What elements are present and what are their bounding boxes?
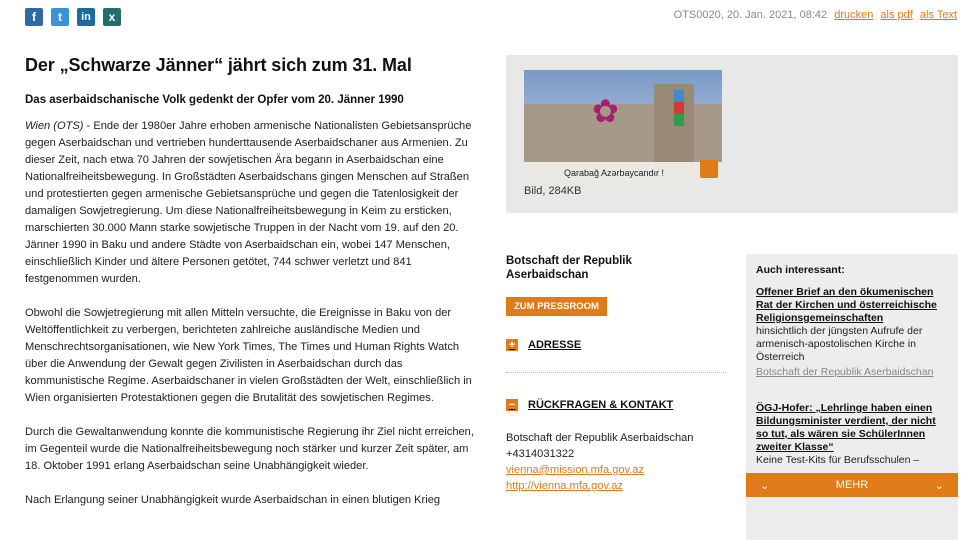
paragraph-2: Obwohl die Sowjetregierung mit allen Mitteln versuchte, die Ereignisse in Baku von der Weltöffentlichkeit zu verbergen, berichteten zahlreiche ausländische Medien und Menschrechtsorganisationen, wie New York Times, The Times und Human Rights Watch über die Anwendung der Gewalt gegen Zivilisten in Aserbaidschan durch das kommunistische Regime. Aserbaidschaner in vielen Großstädten der Welt, einschließlich in Wien organisierten Protestaktionen gegen die Brutalität des sowjetischen Regimes. bbox=[25, 307, 472, 404]
linkedin-icon[interactable]: in bbox=[77, 8, 95, 26]
contact-name: Botschaft der Republik Aserbaidschan bbox=[506, 432, 694, 444]
dateline: Wien (OTS) bbox=[25, 120, 84, 132]
print-link[interactable]: drucken bbox=[834, 9, 874, 21]
contact-phone: +4314031322 bbox=[506, 448, 575, 460]
article-body bbox=[25, 118, 481, 526]
paragraph-4: Nach Erlangung seiner Unabhängigkeit wurde Aserbaidschan in einen blutigen Krieg bbox=[25, 494, 441, 506]
social-share bbox=[25, 8, 121, 26]
image-label: Bild, 284KB bbox=[524, 185, 582, 197]
article-title: Der „Schwarze Jänner“ jährt sich zum 31. Mal bbox=[25, 55, 412, 75]
related-article-desc: hinsichtlich der jüngsten Aufrufe der armenisch-apostolischen Kirche in Österreich bbox=[756, 325, 923, 363]
text-link[interactable]: als Text bbox=[919, 9, 957, 21]
related-articles bbox=[746, 254, 958, 540]
minus-icon: − bbox=[506, 399, 518, 411]
more-button[interactable]: ⌄ MEHR ⌄ bbox=[746, 473, 958, 497]
release-meta bbox=[674, 9, 957, 21]
related-article-title[interactable]: ÖGJ-Hofer: „Lehrlinge haben einen Bildungsminister verdient, der nicht so tut, als wären sie SchülerInnen zweiter Klasse“ bbox=[756, 402, 936, 453]
address-toggle[interactable]: + ADRESSE bbox=[506, 339, 581, 351]
press-photo[interactable] bbox=[524, 70, 722, 182]
plus-icon: + bbox=[506, 339, 518, 351]
paragraph-3: Durch die Gewaltanwendung konnte die kommunistische Regierung ihr Ziel nicht erreichen, im Gegenteil wurde die Nationalfreiheitsbewegung noch stärker und kurzer Zeit später, am 18. Oktober 1991 erlang Aserbaidschan seine Unabhängigkeit wieder. bbox=[25, 426, 474, 472]
related-article-title[interactable]: Offener Brief an den ökumenischen Rat der Kirchen und österreichische Religionsgemeinschaften bbox=[756, 286, 937, 324]
chevron-down-icon: ⌄ bbox=[934, 479, 944, 492]
sender-name: Botschaft der Republik Aserbaidschan bbox=[506, 255, 632, 281]
photo-caption: Qarabağ Azərbaycandır ! bbox=[564, 168, 665, 178]
related-article-1 bbox=[756, 286, 948, 379]
top-bar bbox=[0, 0, 975, 34]
ots-timestamp: OTS0020, 20. Jan. 2021, 08:42 bbox=[673, 9, 828, 21]
article-subtitle: Das aserbaidschanische Volk gedenkt der Opfer vom 20. Jänner 1990 bbox=[25, 94, 404, 106]
facebook-icon[interactable]: f bbox=[25, 8, 43, 26]
pdf-link[interactable]: als pdf bbox=[880, 9, 913, 21]
chevron-down-icon: ⌄ bbox=[760, 479, 770, 492]
contact-toggle[interactable]: − RÜCKFRAGEN & KONTAKT bbox=[506, 399, 673, 411]
related-article-desc: Keine Test-Kits für Berufsschulen – bbox=[756, 454, 920, 466]
xing-icon[interactable]: x bbox=[103, 8, 121, 26]
flag-icon bbox=[674, 90, 684, 126]
pressroom-button[interactable]: ZUM PRESSROOM bbox=[506, 297, 607, 316]
related-article-2 bbox=[756, 402, 948, 467]
contact-web-link[interactable]: http://vienna.mfa.gov.az bbox=[506, 480, 623, 492]
related-heading: Auch interessant: bbox=[756, 264, 845, 276]
twitter-icon[interactable]: t bbox=[51, 8, 69, 26]
divider bbox=[506, 372, 726, 373]
ots-logo-icon bbox=[700, 160, 718, 178]
contact-info bbox=[506, 430, 693, 494]
contact-email-link[interactable]: vienna@mission.mfa.gov.az bbox=[506, 464, 645, 476]
image-box bbox=[506, 55, 958, 213]
flower-icon: ✿ bbox=[592, 93, 619, 129]
related-article-source[interactable]: Botschaft der Republik Aserbaidschan bbox=[756, 366, 934, 378]
paragraph-1: Wien (OTS) - Ende der 1980er Jahre erhoben armenische Nationalisten Gebietsansprüche gegen Aserbaidschan und vertrieben hunderttausende Aserbaidschaner aus Armenien. Zu dieser Zeit, nach etwa 70 Jahren der sowjetischen Ära begann in Aserbaidschan eine Nationalfreiheitsbewegung. In Großstädten Aserbaidschans gingen Menschen auf Straßen und protestierten gegen armenische Gebietsansprüche und gegen die Tatenlosigkeit der damaligen Sowjetregierung. Um diese Nationalfreiheitsbewegung in Keim zu ersticken, marschierten 30.000 Mann starke sowjetische Truppen in der Nacht vom 19. auf den 20. Jänner 1990 in Baku und andere Städte von Aserbaidschan ein, wobei 147 Menschen, einschließlich Kinder und ältere Personen getötet, 744 schwer verletzt und 841 festgenommen wurden. bbox=[25, 120, 472, 285]
